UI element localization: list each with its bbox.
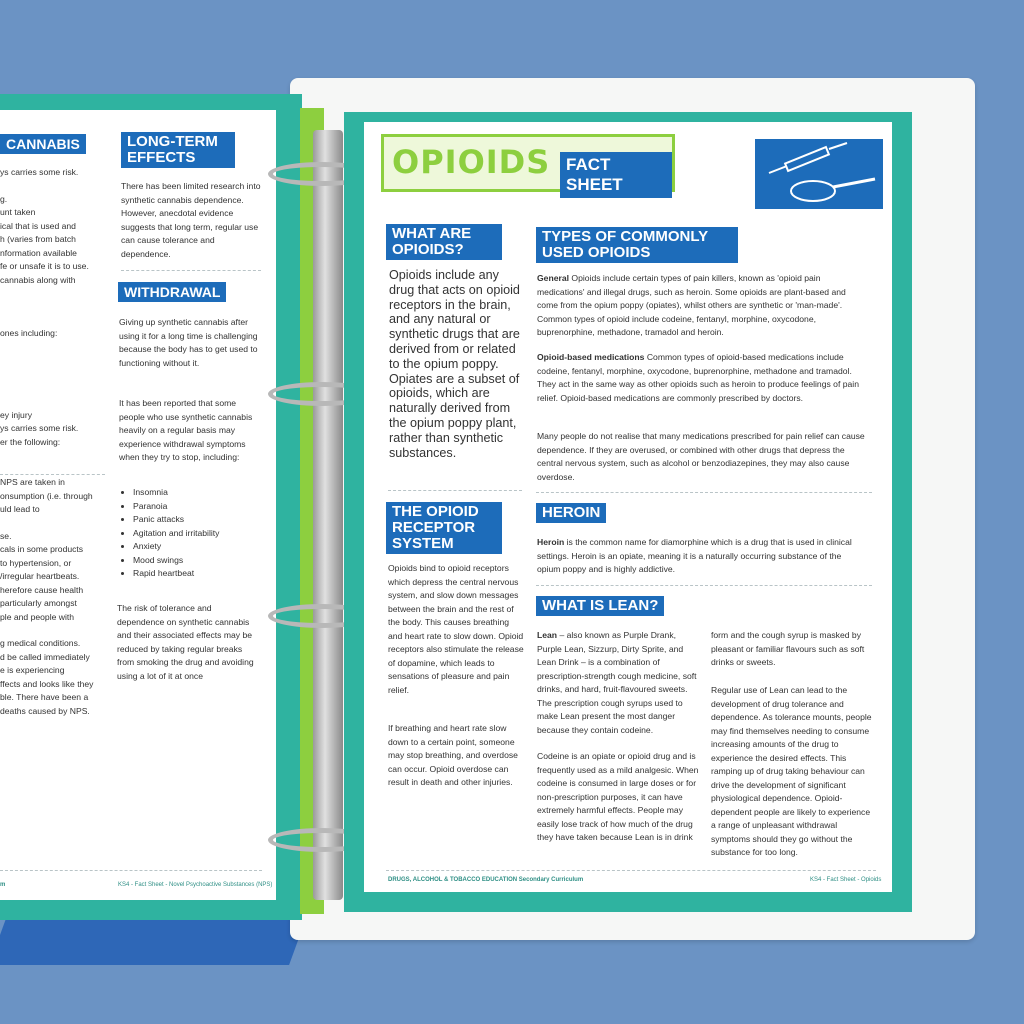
footer-brand [388, 877, 583, 883]
receptor-text-2: If breathing and heart rate slow down to a certain point, someone may stop breathing, and overdose can occur. Opioid overdose can result in death and other injuries. [388, 723, 518, 787]
left-column-line: ble. There have been a [0, 692, 89, 702]
receptor-heading: THE OPIOID RECEPTOR SYSTEM [386, 502, 502, 554]
left-column-line: ones including: [0, 328, 58, 338]
meds-label: Opioid-based medications [537, 352, 645, 362]
left-column-line: d be called immediately [0, 651, 90, 662]
long-term-heading: LONG-TERM EFFECTS [121, 132, 235, 168]
heroin-heading: HEROIN [536, 503, 606, 523]
left-column-line: to hypertension, or [0, 557, 72, 568]
left-column-line: cals in some products [0, 544, 84, 554]
general-label: General [537, 273, 570, 283]
left-column-line: deaths caused by NPS. [0, 705, 90, 716]
symptom-item: • Paranoia [133, 500, 273, 514]
symptom-list [119, 486, 273, 581]
left-column-line: ys carries some risk. [0, 167, 79, 177]
withdrawal-text-1: Giving up synthetic cannabis after using it for a long time is challenging because the body has to get used to functioning without it. [119, 317, 258, 368]
divider [536, 585, 872, 586]
left-column-line: ffects and looks like they [0, 678, 94, 689]
withdrawal-text-2: It has been reported that some people who use synthetic cannabis heavily on a regular basis may experience withdrawal symptoms when they try to stop, including: [119, 398, 253, 462]
left-page [0, 110, 276, 900]
general-paragraph [537, 272, 867, 340]
general-text: Opioids include certain types of pain killers, known as 'opioid pain medications' and illegal drugs, such as heroin. Some opioids are plant-based and come from the opium poppy (opiates), whilst others are synthetic or 'man-made'. Common types of opioid include codeine, fentanyl, morphine, oxycodone, buprenorphine, methadone, tramadol and heroin. [537, 273, 846, 337]
left-column-line: uld lead to [0, 504, 40, 514]
withdrawal-text-3: The risk of tolerance and dependence on synthetic cannabis and their associated effects may be reduced by taking regular breaks from smoking the drug and avoiding using a lot of it at once [117, 603, 254, 681]
left-column-line: /irregular heartbeats. [0, 571, 80, 581]
left-column-line: ple and people with [0, 611, 75, 622]
fact-sheet-label: FACT SHEET [560, 152, 672, 198]
left-column-line: herefore cause health [0, 584, 84, 595]
heroin-label: Heroin [537, 537, 565, 547]
cannabis-heading: CANNABIS [0, 134, 86, 154]
footer-divider [386, 870, 876, 871]
left-column-line: nformation available [0, 247, 77, 258]
left-column-line: onsumption (i.e. through [0, 490, 93, 501]
symptom-item: • Anxiety [133, 540, 273, 554]
lean-text-4: Regular use of Lean can lead to the development of drug tolerance and dependence. As tolerance mounts, people may find themselves needing to consume increasing amounts of the drug to experience the desired effects. This ramping up of drug taking behaviour can drive the development of significant physiological dependence. Opioid-dependent people are likely to experience a range of unpleasant withdrawal symptoms should they go without the substance for too long. [711, 685, 872, 857]
left-column-line: se. [0, 530, 12, 541]
symptom-item: • Rapid heartbeat [133, 567, 273, 581]
left-column-line: h (varies from batch [0, 234, 76, 244]
left-column-line: er the following: [0, 436, 61, 447]
left-column-line: ical that is used and [0, 220, 76, 231]
footer-left: m [0, 882, 6, 888]
left-column-line: e is experiencing [0, 665, 65, 675]
symptom-item: • Panic attacks [133, 513, 273, 527]
page-title: OPIOIDS [392, 143, 551, 181]
left-column-line: fe or unsafe it is to use. [0, 261, 89, 271]
lean-heading: WHAT IS LEAN? [536, 596, 664, 616]
title-banner [381, 134, 675, 192]
withdrawal-heading: WITHDRAWAL [118, 282, 226, 302]
many-people-text: Many people do not realise that many medications prescribed for pain relief can cause dependence. If they are overused, or combined with other drugs that depress the central nervous system, such as alcohol or benzodiazepines, they may also cause overdose. [537, 431, 865, 482]
types-heading: TYPES OF COMMONLY USED OPIOIDS [536, 227, 738, 263]
receptor-text-1: Opioids bind to opioid receptors which depress the central nervous system, and slow down messages between the brain and the rest of the body. This causes breathing and heart rate to slow down. Opioid receptors also stimulate the release of dopamine, which leads to sensations of pleasure and pain relief. [388, 563, 524, 695]
lean-text-3: form and the cough syrup is masked by pleasant or familiar flavours such as soft drinks or sweets. [711, 630, 865, 667]
divider [121, 270, 261, 271]
divider [0, 474, 105, 475]
left-column-line: unt taken [0, 207, 36, 217]
left-column-line: ys carries some risk. [0, 423, 79, 433]
footer-brand-rest: Secondary Curriculum [518, 877, 584, 883]
left-column-line: NPS are taken in [0, 477, 65, 487]
syringe-icon [755, 139, 883, 209]
long-term-text: There has been limited research into synthetic cannabis dependence. However, anecdotal evidence suggests that long term, regular use can cause tolerance and dependence. [121, 181, 261, 259]
left-column-text [0, 166, 105, 718]
footer-brand-bold: DRUGS, ALCOHOL & TOBACCO EDUCATION [388, 877, 518, 883]
symptom-item: • Mood swings [133, 554, 273, 568]
divider [536, 492, 872, 493]
symptom-item: • Agitation and irritability [133, 527, 273, 541]
footer-right: KS4 - Fact Sheet - Novel Psychoactive Substances (NPS) [118, 882, 273, 888]
left-column-line: g. [0, 193, 8, 204]
what-are-opioids-heading: WHAT ARE OPIOIDS? [386, 224, 502, 260]
heroin-paragraph [537, 536, 867, 577]
left-column-line: particularly amongst [0, 598, 77, 608]
lean-paragraph-1 [537, 629, 697, 737]
lean-text-2: Codeine is an opiate or opioid drug and is frequently used as a mild analgesic. When codeine is consumed in large doses or for non-prescription purposes, it can have extremely harmful effects. People may easily lose track of how much of the drug they have taken because Lean is in drink [537, 751, 699, 842]
lean-label: Lean [537, 630, 558, 640]
syringe-spoon-illustration [755, 139, 883, 209]
heroin-text: is the common name for diamorphine which is a drug that is used in clinical settings. Heroin is an opiate, meaning it is a naturally occurring substance of the opium poppy and is highly addictive. [537, 537, 852, 574]
meds-text: Common types of opioid-based medications include codeine, fentanyl, morphine, oxycodone, buprenorphine, methadone and tramadol. They act in the same way as other opioids such as heroin to produce feelings of pain relief. Opioid-based medications are commonly prescribed by doctors. [537, 352, 859, 403]
divider [388, 490, 522, 491]
binder-spine [313, 130, 343, 900]
footer-divider [0, 870, 262, 871]
left-column-line: ey injury [0, 409, 32, 420]
left-column-line: g medical conditions. [0, 638, 81, 648]
footer-page-label: KS4 - Fact Sheet - Opioids [810, 877, 882, 883]
symptom-item: • Insomnia [133, 486, 273, 500]
what-are-opioids-text: Opioids include any drug that acts on opioid receptors in the brain, and any natural or synthetic drugs that are derived from or related to the opium poppy. Opiates are a subset of opioids, which are naturally derived from the opium poppy plant, rather than synthetic substances. [389, 268, 520, 460]
left-column-line: cannabis along with [0, 274, 76, 285]
lean-text-1: – also known as Purple Drank, Purple Lean, Sizzurp, Dirty Sprite, and Lean Drink – is a combination of prescription-strength cough medicine, soft drinks, and hard, fruit-flavoured sweets. The prescription cough syrups used to make Lean present the most danger because they contain codeine. [537, 630, 697, 735]
meds-paragraph [537, 351, 867, 405]
